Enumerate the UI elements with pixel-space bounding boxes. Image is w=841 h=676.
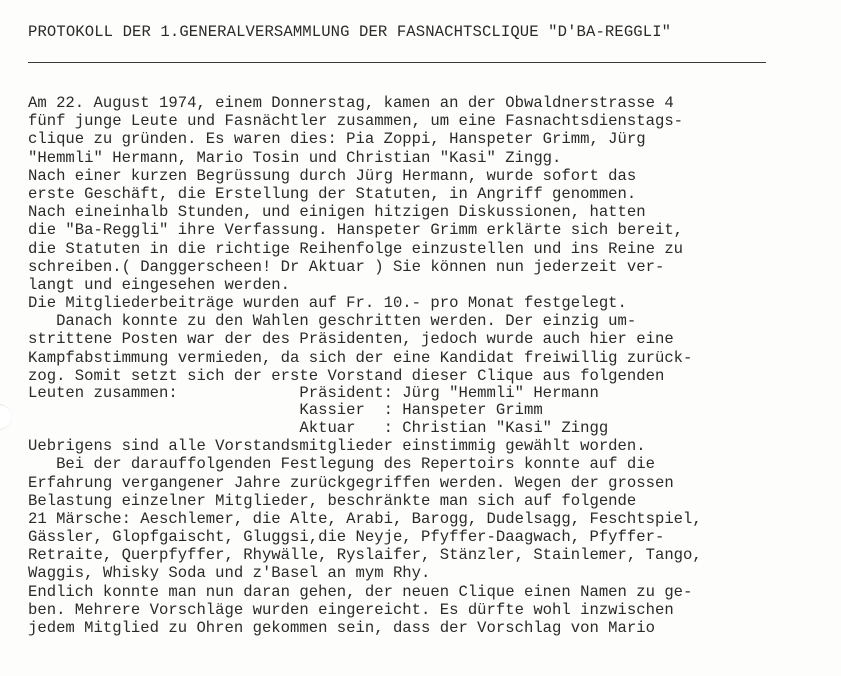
text-line: Kassier : Hanspeter Grimm [28,401,543,420]
text-line: Leuten zusammen: Präsident: Jürg "Hemmli" Hermann [28,384,599,402]
text-line: Bei der darauffolgenden Festlegung des Repertoirs konnte auf die [28,455,655,474]
text-line: strittene Posten war der des Präsidenten, jedoch wurde auch hier eine [28,330,674,349]
text-line: Uebrigens sind alle Vorstandsmitglieder einstimmig gewählt worden. [28,437,646,456]
text-line: clique zu gründen. Es waren dies: Pia Zoppi, Hanspeter Grimm, Jürg [28,130,646,149]
text-line: Nach einer kurzen Begrüssung durch Jürg Hermann, wurde sofort das [28,166,637,185]
text-line: Die Mitgliederbeiträge wurden auf Fr. 10.- pro Monat festgelegt. [28,294,627,313]
text-line: 21 Märsche: Aeschlemer, die Alte, Arabi, Barogg, Dudelsagg, Feschtspiel, [28,509,702,528]
text-line: schreiben.( Danggerscheen! Dr Aktuar ) Sie können nun jederzeit ver- [28,257,665,276]
text-line: "Hemmli" Hermann, Mario Tosin und Christian "Kasi" Zingg. [28,148,562,167]
text-line: Am 22. August 1974, einem Donnerstag, kamen an der Obwaldnerstrasse 4 [28,94,674,112]
text-line: fünf junge Leute und Fasnächtler zusammen, um eine Fasnachtsdienstags- [28,112,684,131]
text-line: Danach konnte zu den Wahlen geschritten werden. Der einzig um- [28,312,637,331]
text-line: die Statuten in die richtige Reihenfolge einzustellen und ins Reine zu [28,239,684,258]
text-line: ben. Mehrere Vorschläge wurden eingereicht. Es dürfte wohl inzwischen [28,600,674,619]
text-line: Gässler, Glopfgaischt, Gluggsi,die Neyje, Pfyffer-Daagwach, Pfyffer- [28,528,665,547]
text-line: Waggis, Whisky Soda und z'Basel an mym Rhy. [28,564,431,583]
text-line: Kampfabstimmung vermieden, da sich der eine Kandidat freiwillig zurück- [28,348,693,367]
text-line: die "Ba-Reggli" ihre Verfassung. Hanspeter Grimm erklärte sich bereit, [28,221,684,240]
document-title: PROTOKOLL DER 1.GENERALVERSAMMLUNG DER FASNACHTSCLIQUE "D'BA-REGGLI" [28,23,672,41]
text-line: erste Geschäft, die Erstellung der Statuten, in Angriff genommen. [28,184,637,203]
text-line: Nach eineinhalb Stunden, und einigen hitzigen Diskussionen, hatten [28,203,646,222]
text-line: Belastung einzelner Mitglieder, beschränkte man sich auf folgende [28,491,637,510]
title-underline [28,62,766,63]
document-body [28,94,828,637]
text-line: jedem Mitglied zu Ohren gekommen sein, dass der Vorschlag von Mario [28,619,655,638]
text-line: Aktuar : Christian "Kasi" Zingg [28,418,609,437]
punch-hole [0,404,12,430]
text-line: zog. Somit setzt sich der erste Vorstand dieser Clique aus folgenden [28,366,665,385]
text-line: Erfahrung vergangener Jahre zurückgegriffen werden. Wegen der grossen [28,473,674,492]
text-line: Endlich konnte man nun daran gehen, der neuen Clique einen Namen zu ge- [28,582,693,601]
text-line: Retraite, Querpfyffer, Rhywälle, Ryslaifer, Stänzler, Stainlemer, Tango, [28,546,702,565]
text-line: langt und eingesehen werden. [28,275,291,294]
